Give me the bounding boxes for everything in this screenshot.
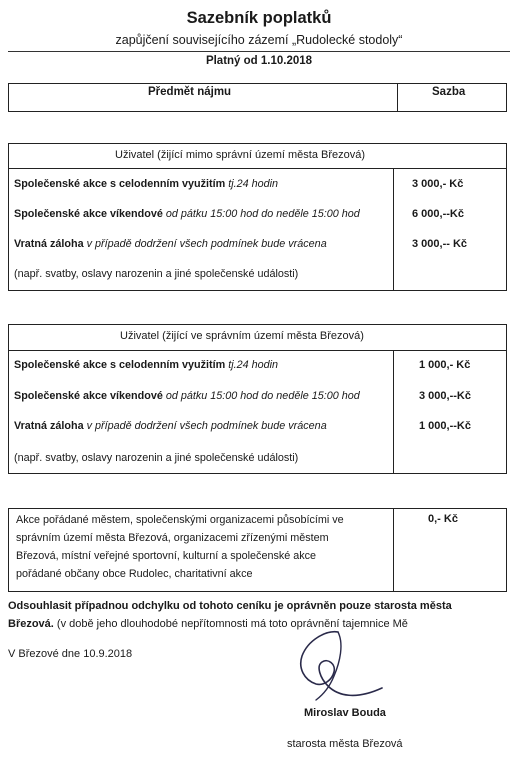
authority-bold-2: Březová. [8, 618, 54, 630]
table-row [14, 178, 278, 190]
title-divider [8, 51, 510, 52]
price-column-divider [393, 168, 394, 291]
row-label: Společenské akce víkendové [14, 390, 163, 402]
document-subtitle: zapůjčení souvisejícího zázemí „Rudolecké stodoly“ [115, 33, 403, 47]
row-label: Vratná záloha [14, 420, 84, 432]
row-price: 1 000,--Kč [419, 420, 471, 432]
table-row [14, 359, 278, 371]
row-price: 3 000,--Kč [419, 390, 471, 402]
row-price: 6 000,--Kč [412, 208, 464, 220]
row-label: Společenské akce s celodenním využitím [14, 178, 226, 190]
column-header-subject: Předmět nájmu [148, 86, 232, 98]
table-row [14, 208, 360, 220]
free-events-price: 0,- Kč [428, 513, 458, 525]
section-note: (např. svatby, oslavy narozenin a jiné společenské události) [14, 268, 299, 280]
authority-statement [8, 597, 513, 633]
row-price: 1 000,- Kč [419, 359, 471, 371]
section-divider [8, 350, 507, 351]
section-title: Uživatel (žijící mimo správní území města Březová) [115, 149, 366, 161]
handwritten-signature [286, 628, 396, 703]
row-price: 3 000,- Kč [412, 178, 464, 190]
free-events-line: Akce pořádané městem, společenskými organizacemi působícími ve [16, 514, 344, 526]
table-header-divider [397, 83, 398, 112]
section-divider [8, 168, 507, 169]
row-detail: tj.24 hodin [228, 359, 279, 371]
valid-from: Platný od 1.10.2018 [205, 55, 313, 67]
free-events-line: Březová, místní veřejné sportovní, kulturní a společenské akce [16, 550, 317, 562]
authority-bold: Odsouhlasit případnou odchylku od tohoto ceníku je oprávněn pouze starosta města [8, 600, 452, 612]
row-detail: tj.24 hodin [228, 178, 279, 190]
row-detail: v případě dodržení všech podmínek bude vrácena [86, 238, 327, 250]
row-price: 3 000,-- Kč [412, 238, 468, 250]
document-title: Sazebník poplatků [186, 9, 332, 27]
table-row [14, 238, 327, 250]
row-label: Společenské akce s celodenním využitím [14, 359, 226, 371]
table-row [14, 420, 327, 432]
signatory-name: Miroslav Bouda [304, 707, 386, 719]
price-column-divider [393, 350, 394, 474]
row-detail: od pátku 15:00 hod do neděle 15:00 hod [165, 390, 360, 402]
place-date: V Březové dne 10.9.2018 [8, 648, 133, 660]
signatory-title: starosta města Březová [287, 738, 403, 750]
free-events-line: pořádané občany obce Rudolec, charitativní akce [16, 568, 253, 580]
table-row [14, 390, 360, 402]
free-events-line: správním území města Březová, organizacemi zřízenými městem [16, 532, 329, 544]
authority-rest: (v době jeho dlouhodobé nepřítomnosti má toto oprávnění tajemnice Mě [53, 618, 408, 630]
row-detail: od pátku 15:00 hod do neděle 15:00 hod [165, 208, 360, 220]
row-detail: v případě dodržení všech podmínek bude vrácena [86, 420, 327, 432]
free-events-text [16, 511, 388, 583]
section-note: (např. svatby, oslavy narozenin a jiné společenské události) [14, 452, 299, 464]
row-label: Společenské akce víkendové [14, 208, 163, 220]
column-header-rate: Sazba [432, 86, 466, 98]
price-column-divider [393, 508, 394, 592]
row-label: Vratná záloha [14, 238, 84, 250]
section-title: Uživatel (žijící ve správním území města Březová) [120, 330, 364, 342]
